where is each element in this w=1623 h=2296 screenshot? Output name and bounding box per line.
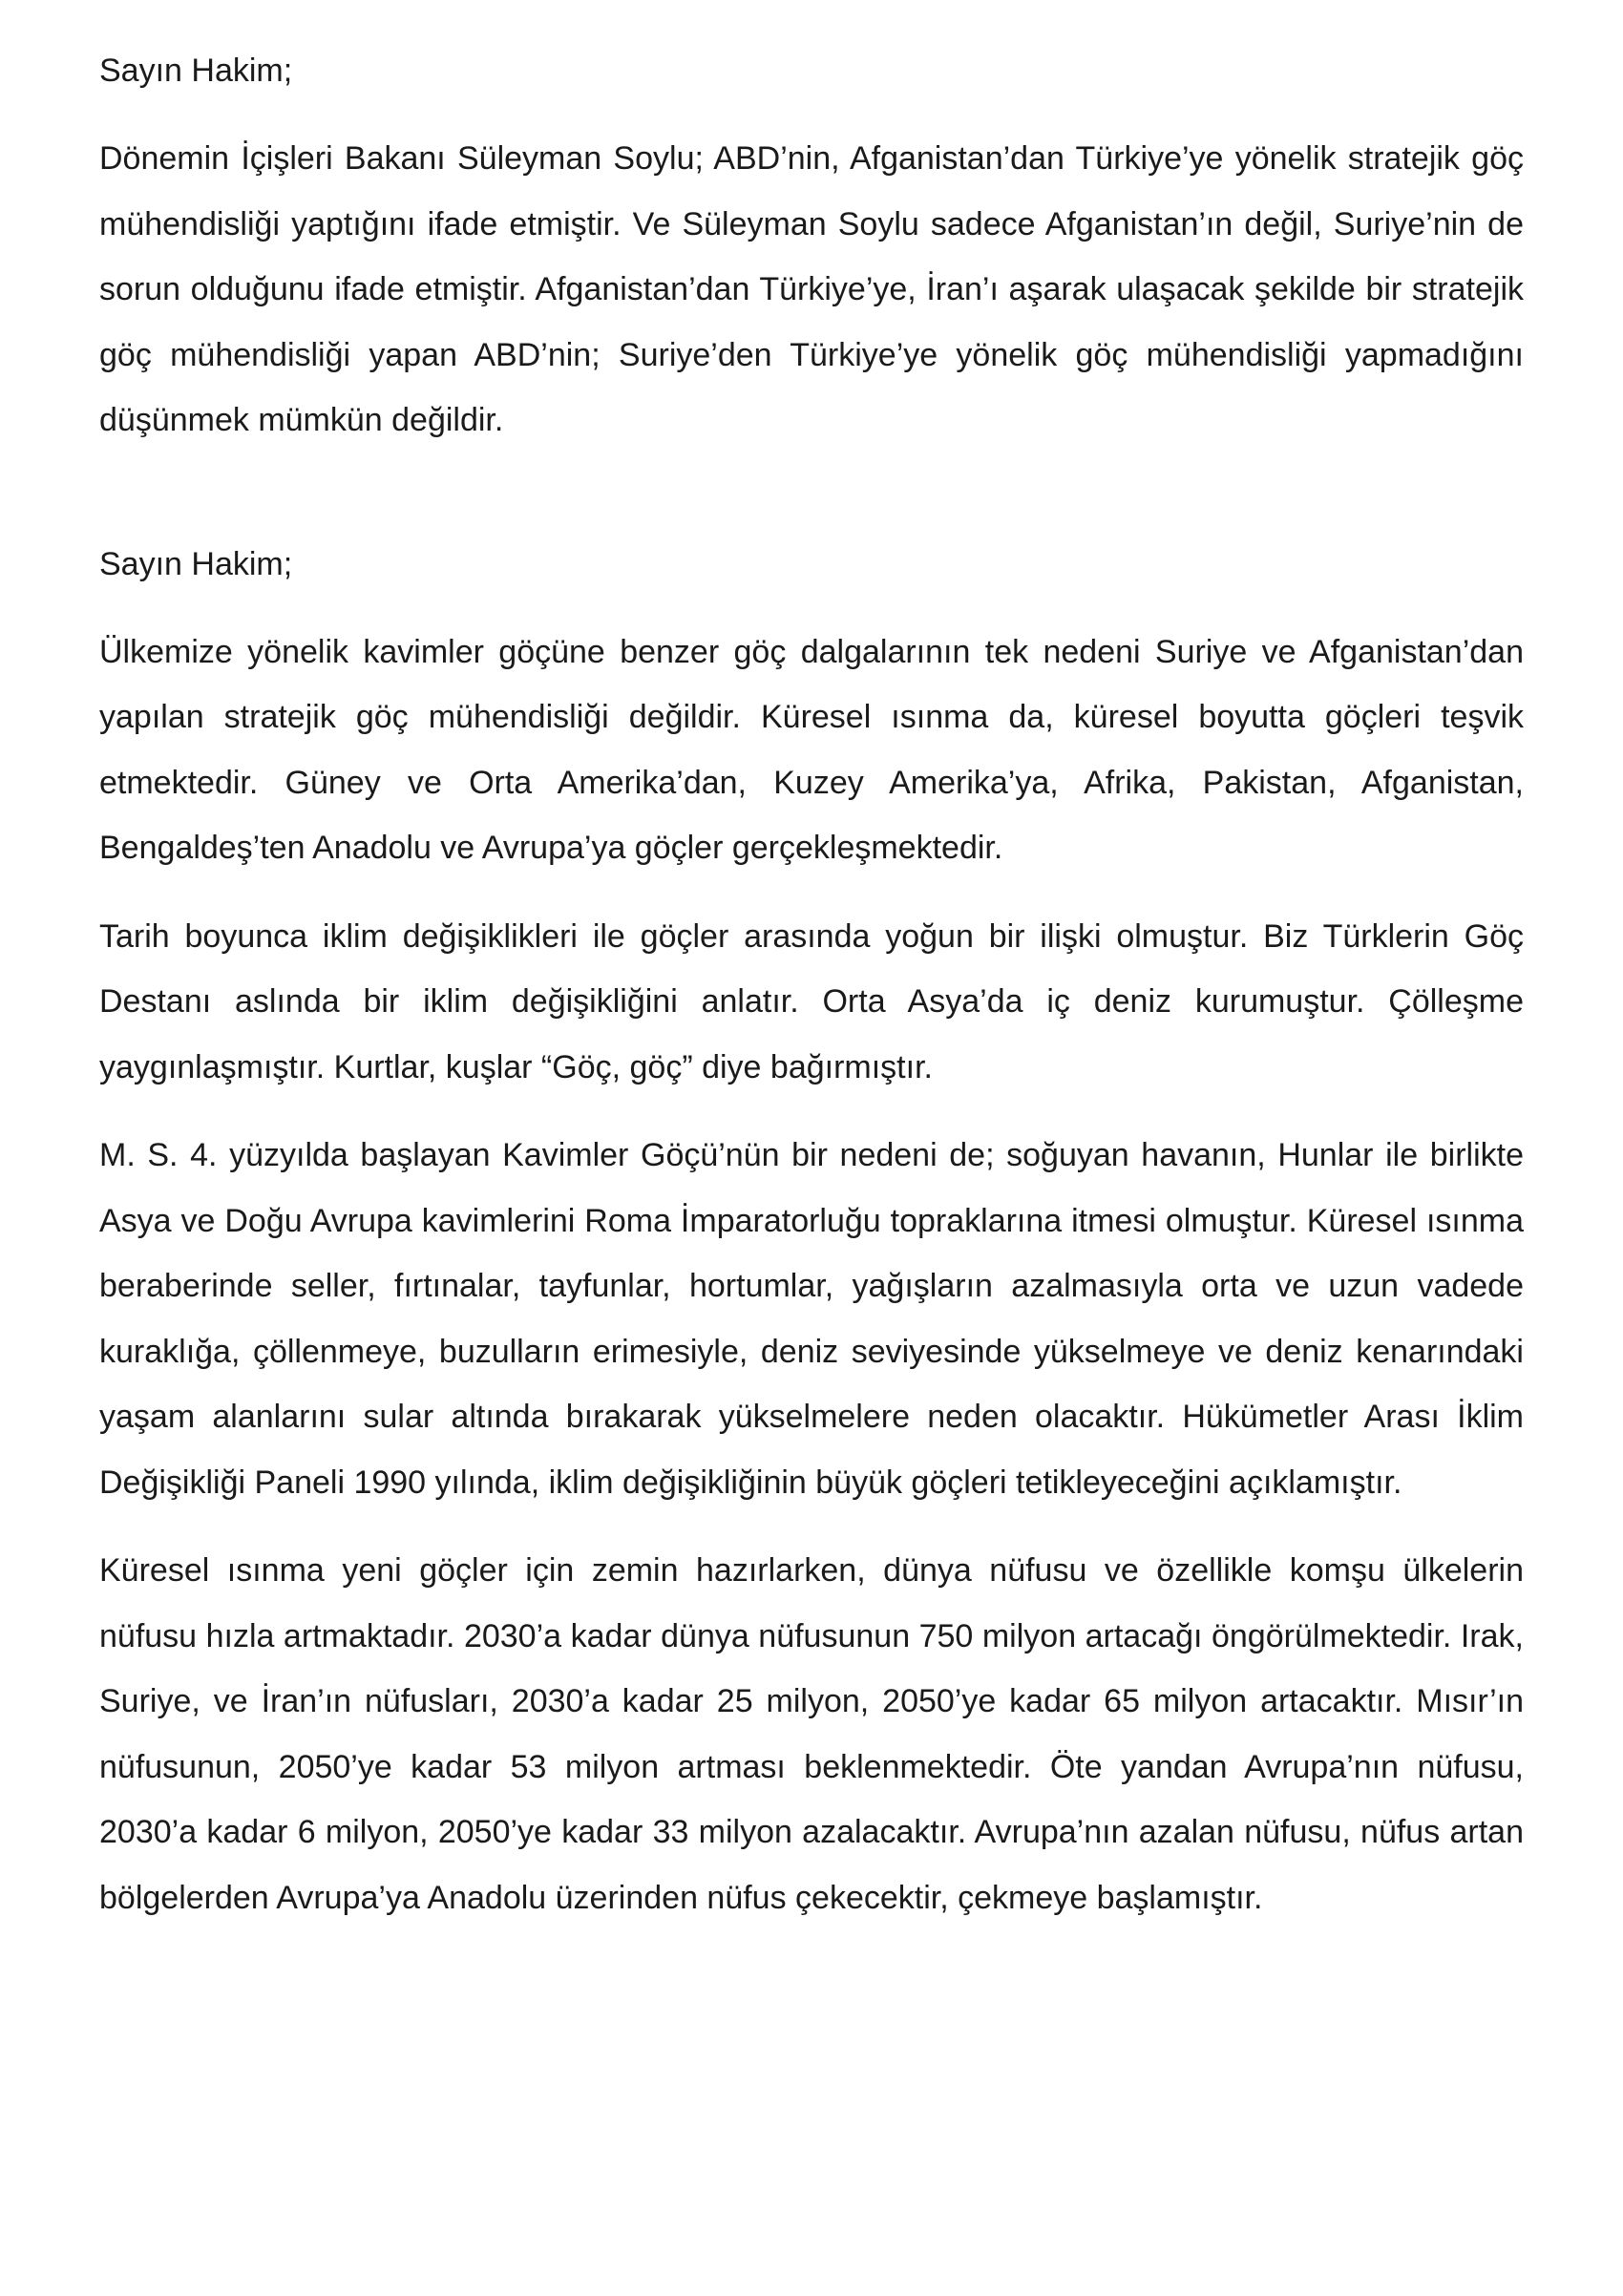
paragraph: Dönemin İçişleri Bakanı Süleyman Soylu; ABD’nin, Afganistan’dan Türkiye’ye yönelik stratejik göç mühendisliği yaptığını ifade etmiştir. Ve Süleyman Soylu sadece Afganistan’ın değil, Suriye’nin de sorun olduğunu ifade etmiştir. Afganistan’dan Türkiye’ye, İran’ı aşarak ulaşacak şekilde bir stratejik göç mühendisliği yapan ABD’nin; Suriye’den Türkiye’ye yönelik göç mühendisliği yapmadığını düşünmek mümkün değildir. xyxy=(99,140,1524,438)
section-1 xyxy=(99,38,1524,453)
salutation: Sayın Hakim; xyxy=(99,53,293,89)
salutation: Sayın Hakim; xyxy=(99,545,293,582)
document-page xyxy=(99,38,1524,1953)
paragraph: M. S. 4. yüzyılda başlayan Kavimler Göçü’nün bir nedeni de; soğuyan havanın, Hunlar ile birlikte Asya ve Doğu Avrupa kavimlerini Roma İmparatorluğu topraklarına itmesi olmuştur. Küresel ısınma beraberinde seller, fırtınalar, tayfunlar, hortumlar, yağışların azalmasıyla orta ve uzun vadede kuraklığa, çöllenmeye, buzulların erimesiyle, deniz seviyesinde yükselmeye ve deniz kenarındaki yaşam alanlarını sular altında bırakarak yükselmelere neden olacaktır. Hükümetler Arası İklim Değişikliği Paneli 1990 yılında, iklim değişikliğinin büyük göçleri tetikleyeceğini açıklamıştır. xyxy=(99,1137,1524,1501)
paragraph: Ülkemize yönelik kavimler göçüne benzer göç dalgalarının tek nedeni Suriye ve Afganistan’dan yapılan stratejik göç mühendisliği değildir. Küresel ısınma da, küresel boyutta göçleri teşvik etmektedir. Güney ve Orta Amerika’dan, Kuzey Amerika’ya, Afrika, Pakistan, Afganistan, Bengaldeş’ten Anadolu ve Avrupa’ya göçler gerçekleşmektedir. xyxy=(99,633,1524,866)
paragraph: Tarih boyunca iklim değişiklikleri ile göçler arasında yoğun bir ilişki olmuştur. Biz Türklerin Göç Destanı aslında bir iklim değişikliğini anlatır. Orta Asya’da iç deniz kurumuştur. Çölleşme yaygınlaşmıştır. Kurtlar, kuşlar “Göç, göç” diye bağırmıştır. xyxy=(99,917,1524,1085)
section-2 xyxy=(99,532,1524,1931)
section-spacer xyxy=(99,476,1524,532)
paragraph: Küresel ısınma yeni göçler için zemin hazırlarken, dünya nüfusu ve özellikle komşu ülkelerin nüfusu hızla artmaktadır. 2030’a kadar dünya nüfusunun 750 milyon artacağı öngörülmektedir. Irak, Suriye, ve İran’ın nüfusları, 2030’a kadar 25 milyon, 2050’ye kadar 65 milyon artacaktır. Mısır’ın nüfusunun, 2050’ye kadar 53 milyon artması beklenmektedir. Öte yandan Avrupa’nın nüfusu, 2030’a kadar 6 milyon, 2050’ye kadar 33 milyon azalacaktır. Avrupa’nın azalan nüfusu, nüfus artan bölgelerden Avrupa’ya Anadolu üzerinden nüfus çekecektir, çekmeye başlamıştır. xyxy=(99,1552,1524,1916)
